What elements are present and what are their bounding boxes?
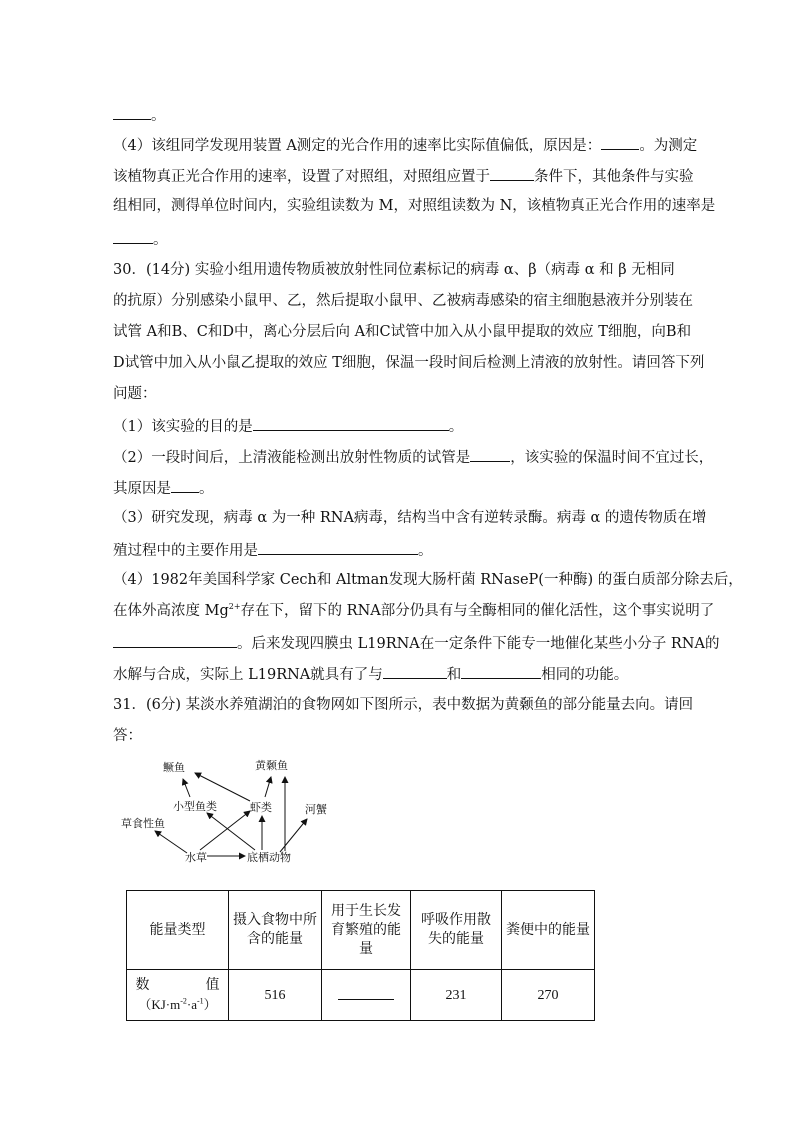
table-header-row: [127, 891, 595, 970]
edge-xiaoxing-gui: [183, 779, 190, 797]
sub-question-3: 殖过程中的主要作用是 。: [113, 539, 433, 561]
answer-blank[interactable]: [461, 663, 541, 679]
sub-question-4: 。后来发现四膜虫 L19RNA在一定条件下能专一地催化某些小分子 RNA的: [113, 632, 719, 654]
row-label-cell: 数 值 $(KJ\cdot m^{-2}\cdot a^{-1})$: [127, 970, 229, 1021]
node-shuicao: 水草: [185, 851, 207, 864]
answer-blank[interactable]: [113, 632, 237, 648]
energy-table: [126, 890, 595, 1021]
text-line: 该植物真正光合作用的速率，设置了对照组，对照组应置于 条件下，其他条件与实验: [113, 165, 694, 187]
node-xiaoxing: 小型鱼类: [173, 800, 217, 813]
answer-blank[interactable]: [113, 104, 151, 120]
answer-blank[interactable]: [601, 134, 639, 150]
food-web-svg: [115, 755, 355, 870]
answer-blank[interactable]: [470, 446, 510, 462]
edge-diqi-xiaoxing: [207, 813, 255, 850]
sub-question-4: 水解与合成，实际上 L19RNA就具有了与 和 相同的功能。: [113, 663, 628, 685]
question-30-line: D试管中加入从小鼠乙提取的效应 T细胞，保温一段时间后检测上清液的放射性。请回答下列: [113, 355, 705, 371]
question-31-line: 31．(6分) 某淡水养殖湖泊的食物网如下图所示，表中数据为黄颡鱼的部分能量去向。请回: [113, 697, 694, 713]
answer-blank[interactable]: [338, 984, 394, 1000]
question-30-line: 问题：: [113, 386, 157, 402]
question-30-line: 试管 A和B、C和D中，离心分层后向 A和C试管中加入从小鼠甲提取的效应 T细胞，向B和: [113, 324, 692, 340]
edge-xialei-gui: [195, 773, 250, 801]
text-line: 。: [113, 228, 168, 250]
answer-blank[interactable]: [258, 539, 418, 555]
text-line: （4）该组同学发现用装置 A测定的光合作用的速率比实际值偏低，原因是： 。为测定: [113, 134, 697, 156]
text-line: 。: [113, 104, 166, 126]
node-gui: 鳜鱼: [163, 761, 185, 774]
question-30-line: 30．(14分) 实验小组用遗传物质被放射性同位素标记的病毒 α、β（病毒 α 和 β 无相同: [113, 262, 675, 278]
sub-question-1: （1）该实验的目的是 。: [113, 415, 463, 437]
answer-blank[interactable]: [253, 415, 449, 431]
answer-blank[interactable]: [113, 228, 153, 244]
table-header-cell: 粪便中的能量: [502, 891, 595, 970]
table-row: [127, 970, 595, 1021]
question-31-line: 答：: [113, 728, 142, 744]
node-caoshi: 草食性鱼: [121, 817, 165, 830]
edge-shuicao-xialei: [200, 811, 250, 850]
node-huangsang: 黄颡鱼: [255, 759, 288, 772]
node-hexie: 河蟹: [305, 803, 327, 816]
table-header-cell: 呼吸作用散失的能量: [411, 891, 502, 970]
table-header-cell: 能量类型: [127, 891, 229, 970]
unit-label: $(KJ\cdot m^{-2}\cdot a^{-1})$: [138, 996, 217, 1012]
table-header-cell: 用于生长发育繁殖的能量: [322, 891, 411, 970]
table-header-cell: 摄入食物中所含的能量: [229, 891, 322, 970]
sub-question-2: （2）一段时间后，上清液能检测出放射性物质的试管是 ，该实验的保温时间不宜过长，: [113, 446, 713, 468]
sub-question-3: （3）研究发现，病毒 α 为一种 RNA病毒，结构当中含有逆转录酶。病毒 α 的遗传物质在增: [113, 510, 707, 526]
table-cell: 231: [411, 970, 502, 1021]
table-cell: 270: [502, 970, 595, 1021]
table-cell-blank[interactable]: [322, 970, 411, 1021]
table-cell: 516: [229, 970, 322, 1021]
sub-question-4: （4）1982年美国科学家 Cech和 Altman发现大肠杆菌 RNaseP(一种酶) 的蛋白质部分除去后，: [113, 572, 743, 588]
answer-blank[interactable]: [490, 165, 534, 181]
answer-blank[interactable]: [171, 477, 199, 493]
sub-question-4: 在体外高浓度 $Mg^{2+}$存在下，留下的 RNA部分仍具有与全酶相同的催化活性，这个事实说明了: [113, 602, 715, 619]
edge-diqi-hexie: [280, 819, 307, 852]
edge-xialei-huangsang: [265, 777, 271, 797]
food-web-diagram: [115, 755, 355, 870]
text-line: 组相同，测得单位时间内，实验组读数为 M，对照组读数为 N，该植物真正光合作用的速率是: [113, 198, 716, 214]
question-30-line: 的抗原）分别感染小鼠甲、乙，然后提取小鼠甲、乙被病毒感染的宿主细胞悬液并分别装在: [113, 293, 693, 309]
node-xialei: 虾类: [250, 801, 272, 814]
edge-shuicao-caoshi: [155, 831, 187, 853]
node-diqi: 底栖动物: [247, 851, 291, 864]
sub-question-2: 其原因是 。: [113, 477, 214, 499]
answer-blank[interactable]: [383, 663, 447, 679]
